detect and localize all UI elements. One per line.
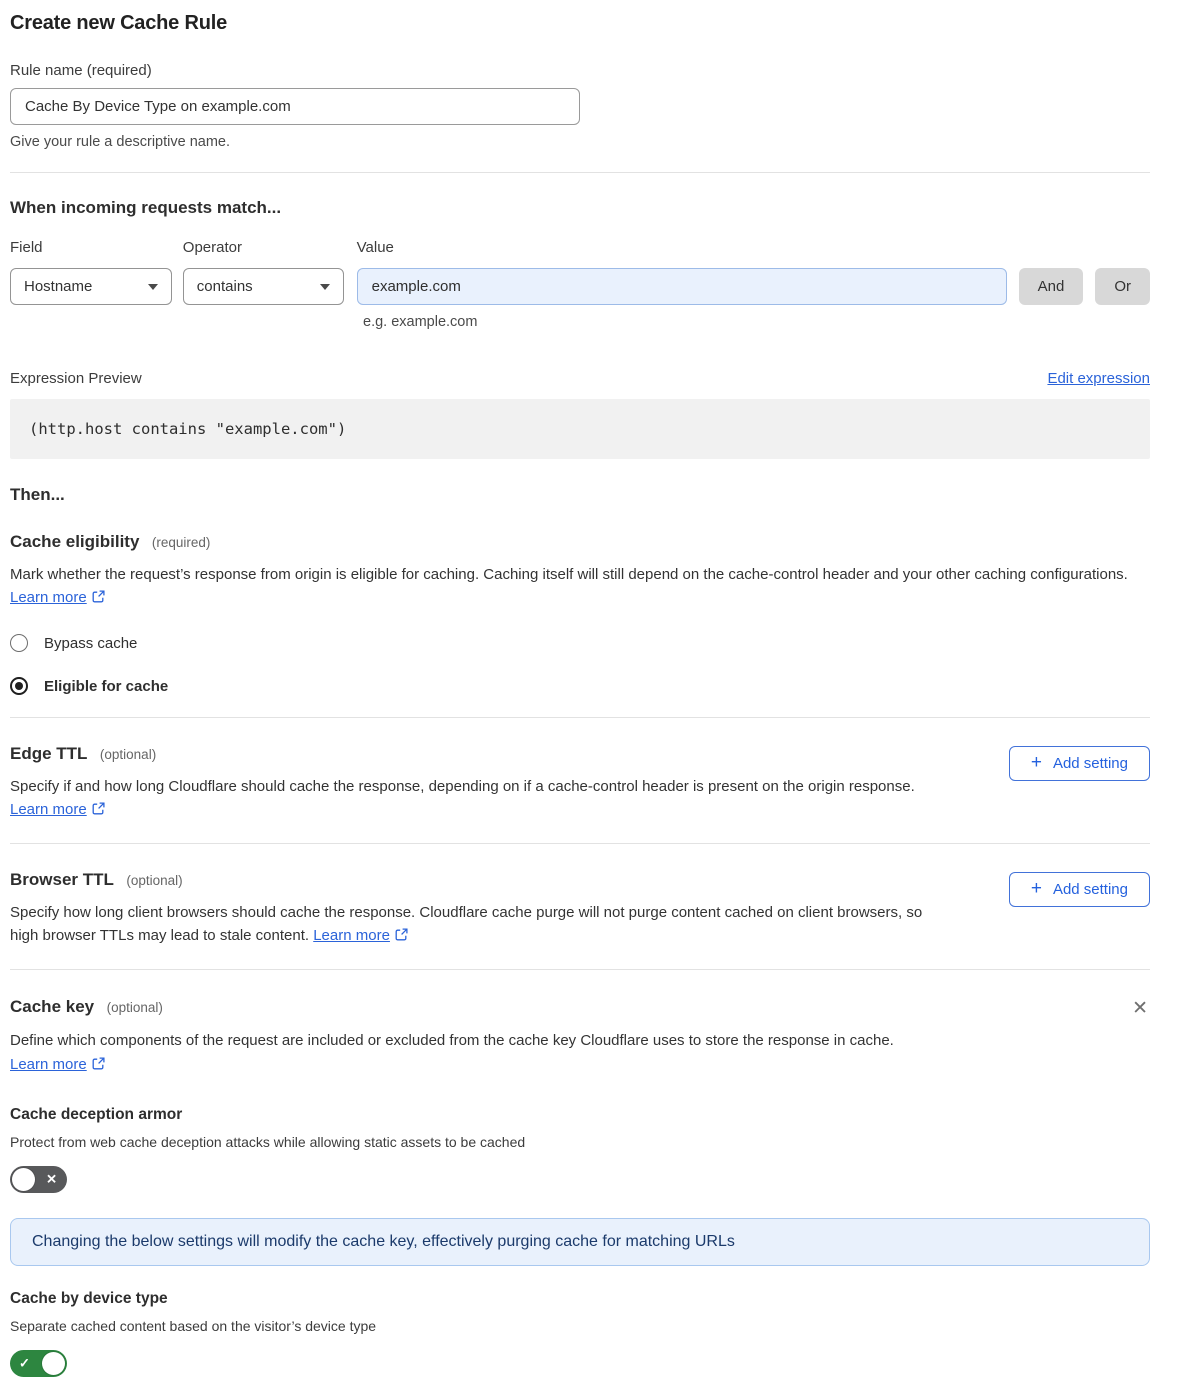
- external-link-icon: [92, 802, 105, 815]
- expression-code: (http.host contains "example.com"): [29, 420, 347, 438]
- cache-eligibility-qualifier: (required): [151, 535, 211, 550]
- close-icon[interactable]: ✕: [1132, 998, 1148, 1019]
- value-input[interactable]: [357, 268, 1007, 305]
- cache-deception-armor-toggle[interactable]: [10, 1166, 67, 1193]
- cache-eligibility-description-text: Mark whether the request’s response from origin is eligible for caching. Caching itself will still depend on the cache-control header and your other caching configurations.: [10, 566, 1128, 583]
- edit-expression-link[interactable]: Edit expression: [1047, 370, 1150, 387]
- edge-ttl-section: [10, 744, 1150, 821]
- cache-deception-armor-title: Cache deception armor: [10, 1106, 183, 1123]
- browser-ttl-add-setting-label: Add setting: [1052, 881, 1128, 898]
- value-helper: e.g. example.com: [363, 314, 478, 330]
- cache-key-title: Cache key: [10, 997, 95, 1016]
- browser-ttl-qualifier: (optional): [126, 873, 183, 888]
- edge-ttl-add-setting-label: Add setting: [1052, 755, 1128, 772]
- edge-ttl-description: [10, 775, 945, 821]
- toggle-x-icon: ✕: [46, 1171, 57, 1187]
- cache-key-description: [10, 1029, 1150, 1076]
- divider: [10, 717, 1150, 718]
- operator-select-value: contains: [196, 278, 253, 295]
- cache-key-description-text: Define which components of the request are included or excluded from the cache key Cloudflare uses to store the response in cache.: [10, 1032, 894, 1049]
- rule-name-helper: Give your rule a descriptive name.: [10, 134, 231, 150]
- divider: [10, 843, 1150, 844]
- and-button[interactable]: And: [1019, 268, 1084, 305]
- browser-ttl-description-text: Specify how long client browsers should cache the response. Cloudflare cache purge will not purge content cached on client browsers, so high browser TTLs may lead to stale content.: [10, 904, 923, 944]
- browser-ttl-title: Browser TTL: [10, 870, 114, 889]
- external-link-icon: [395, 928, 408, 941]
- toggle-knob: [42, 1352, 65, 1375]
- then-heading: Then...: [10, 485, 65, 504]
- operator-select[interactable]: [183, 268, 344, 305]
- divider: [10, 969, 1150, 970]
- edge-ttl-description-text: Specify if and how long Cloudflare should cache the response, depending on if a cache-control header is present on the origin response.: [10, 778, 915, 795]
- field-label: Field: [10, 239, 43, 256]
- browser-ttl-add-setting-button[interactable]: [1009, 872, 1150, 907]
- field-select[interactable]: [10, 268, 172, 305]
- operator-label: Operator: [182, 239, 242, 256]
- edge-ttl-add-setting-button[interactable]: [1009, 746, 1150, 781]
- cache-key-learn-more-link[interactable]: Learn more: [10, 1056, 87, 1073]
- divider: [10, 172, 1150, 173]
- external-link-icon: [92, 1057, 105, 1070]
- chevron-down-icon: [320, 284, 330, 290]
- browser-ttl-learn-more-link[interactable]: Learn more: [313, 927, 390, 944]
- cache-key-warning-banner: [10, 1218, 1150, 1266]
- match-section-heading: When incoming requests match...: [10, 198, 282, 217]
- eligible-for-cache-label: Eligible for cache: [44, 677, 169, 695]
- eligible-for-cache-radio[interactable]: [10, 677, 28, 695]
- toggle-knob: [12, 1168, 35, 1191]
- cache-by-device-type-description: Separate cached content based on the visitor’s device type: [10, 1318, 377, 1334]
- cache-key-qualifier: (optional): [106, 1000, 163, 1015]
- rule-name-label: Rule name (required): [10, 62, 152, 79]
- edge-ttl-title: Edge TTL: [10, 744, 88, 763]
- plus-icon: +: [1030, 752, 1042, 773]
- match-condition-row: [10, 239, 1150, 305]
- field-select-value: Hostname: [24, 278, 93, 295]
- edge-ttl-learn-more-link[interactable]: Learn more: [10, 801, 87, 818]
- cache-eligibility-title: Cache eligibility: [10, 532, 140, 551]
- browser-ttl-section: [10, 870, 1150, 947]
- plus-icon: +: [1030, 878, 1042, 899]
- page-title: Create new Cache Rule: [10, 12, 227, 34]
- cache-key-warning-text: Changing the below settings will modify the cache key, effectively purging cache for matching URLs: [32, 1233, 735, 1250]
- toggle-check-icon: ✓: [19, 1355, 30, 1371]
- browser-ttl-description: [10, 901, 945, 947]
- cache-by-device-type-toggle[interactable]: [10, 1350, 67, 1377]
- or-button[interactable]: Or: [1095, 268, 1150, 305]
- value-label: Value: [356, 239, 394, 256]
- external-link-icon: [92, 590, 105, 603]
- eligible-for-cache-option[interactable]: [10, 677, 1150, 695]
- cache-eligibility-learn-more-link[interactable]: Learn more: [10, 589, 87, 606]
- bypass-cache-option[interactable]: [10, 634, 1150, 652]
- cache-eligibility-description: [10, 563, 1150, 609]
- bypass-cache-radio[interactable]: [10, 634, 28, 652]
- cache-deception-armor-description: Protect from web cache deception attacks while allowing static assets to be cached: [10, 1134, 526, 1150]
- rule-name-input[interactable]: [10, 88, 580, 125]
- expression-preview-label: Expression Preview: [10, 370, 142, 387]
- expression-code-block: [10, 399, 1150, 459]
- chevron-down-icon: [148, 284, 158, 290]
- cache-by-device-type-title: Cache by device type: [10, 1290, 168, 1307]
- cache-key-section-header: [10, 997, 1150, 1020]
- bypass-cache-label: Bypass cache: [44, 634, 138, 652]
- edge-ttl-qualifier: (optional): [99, 747, 157, 762]
